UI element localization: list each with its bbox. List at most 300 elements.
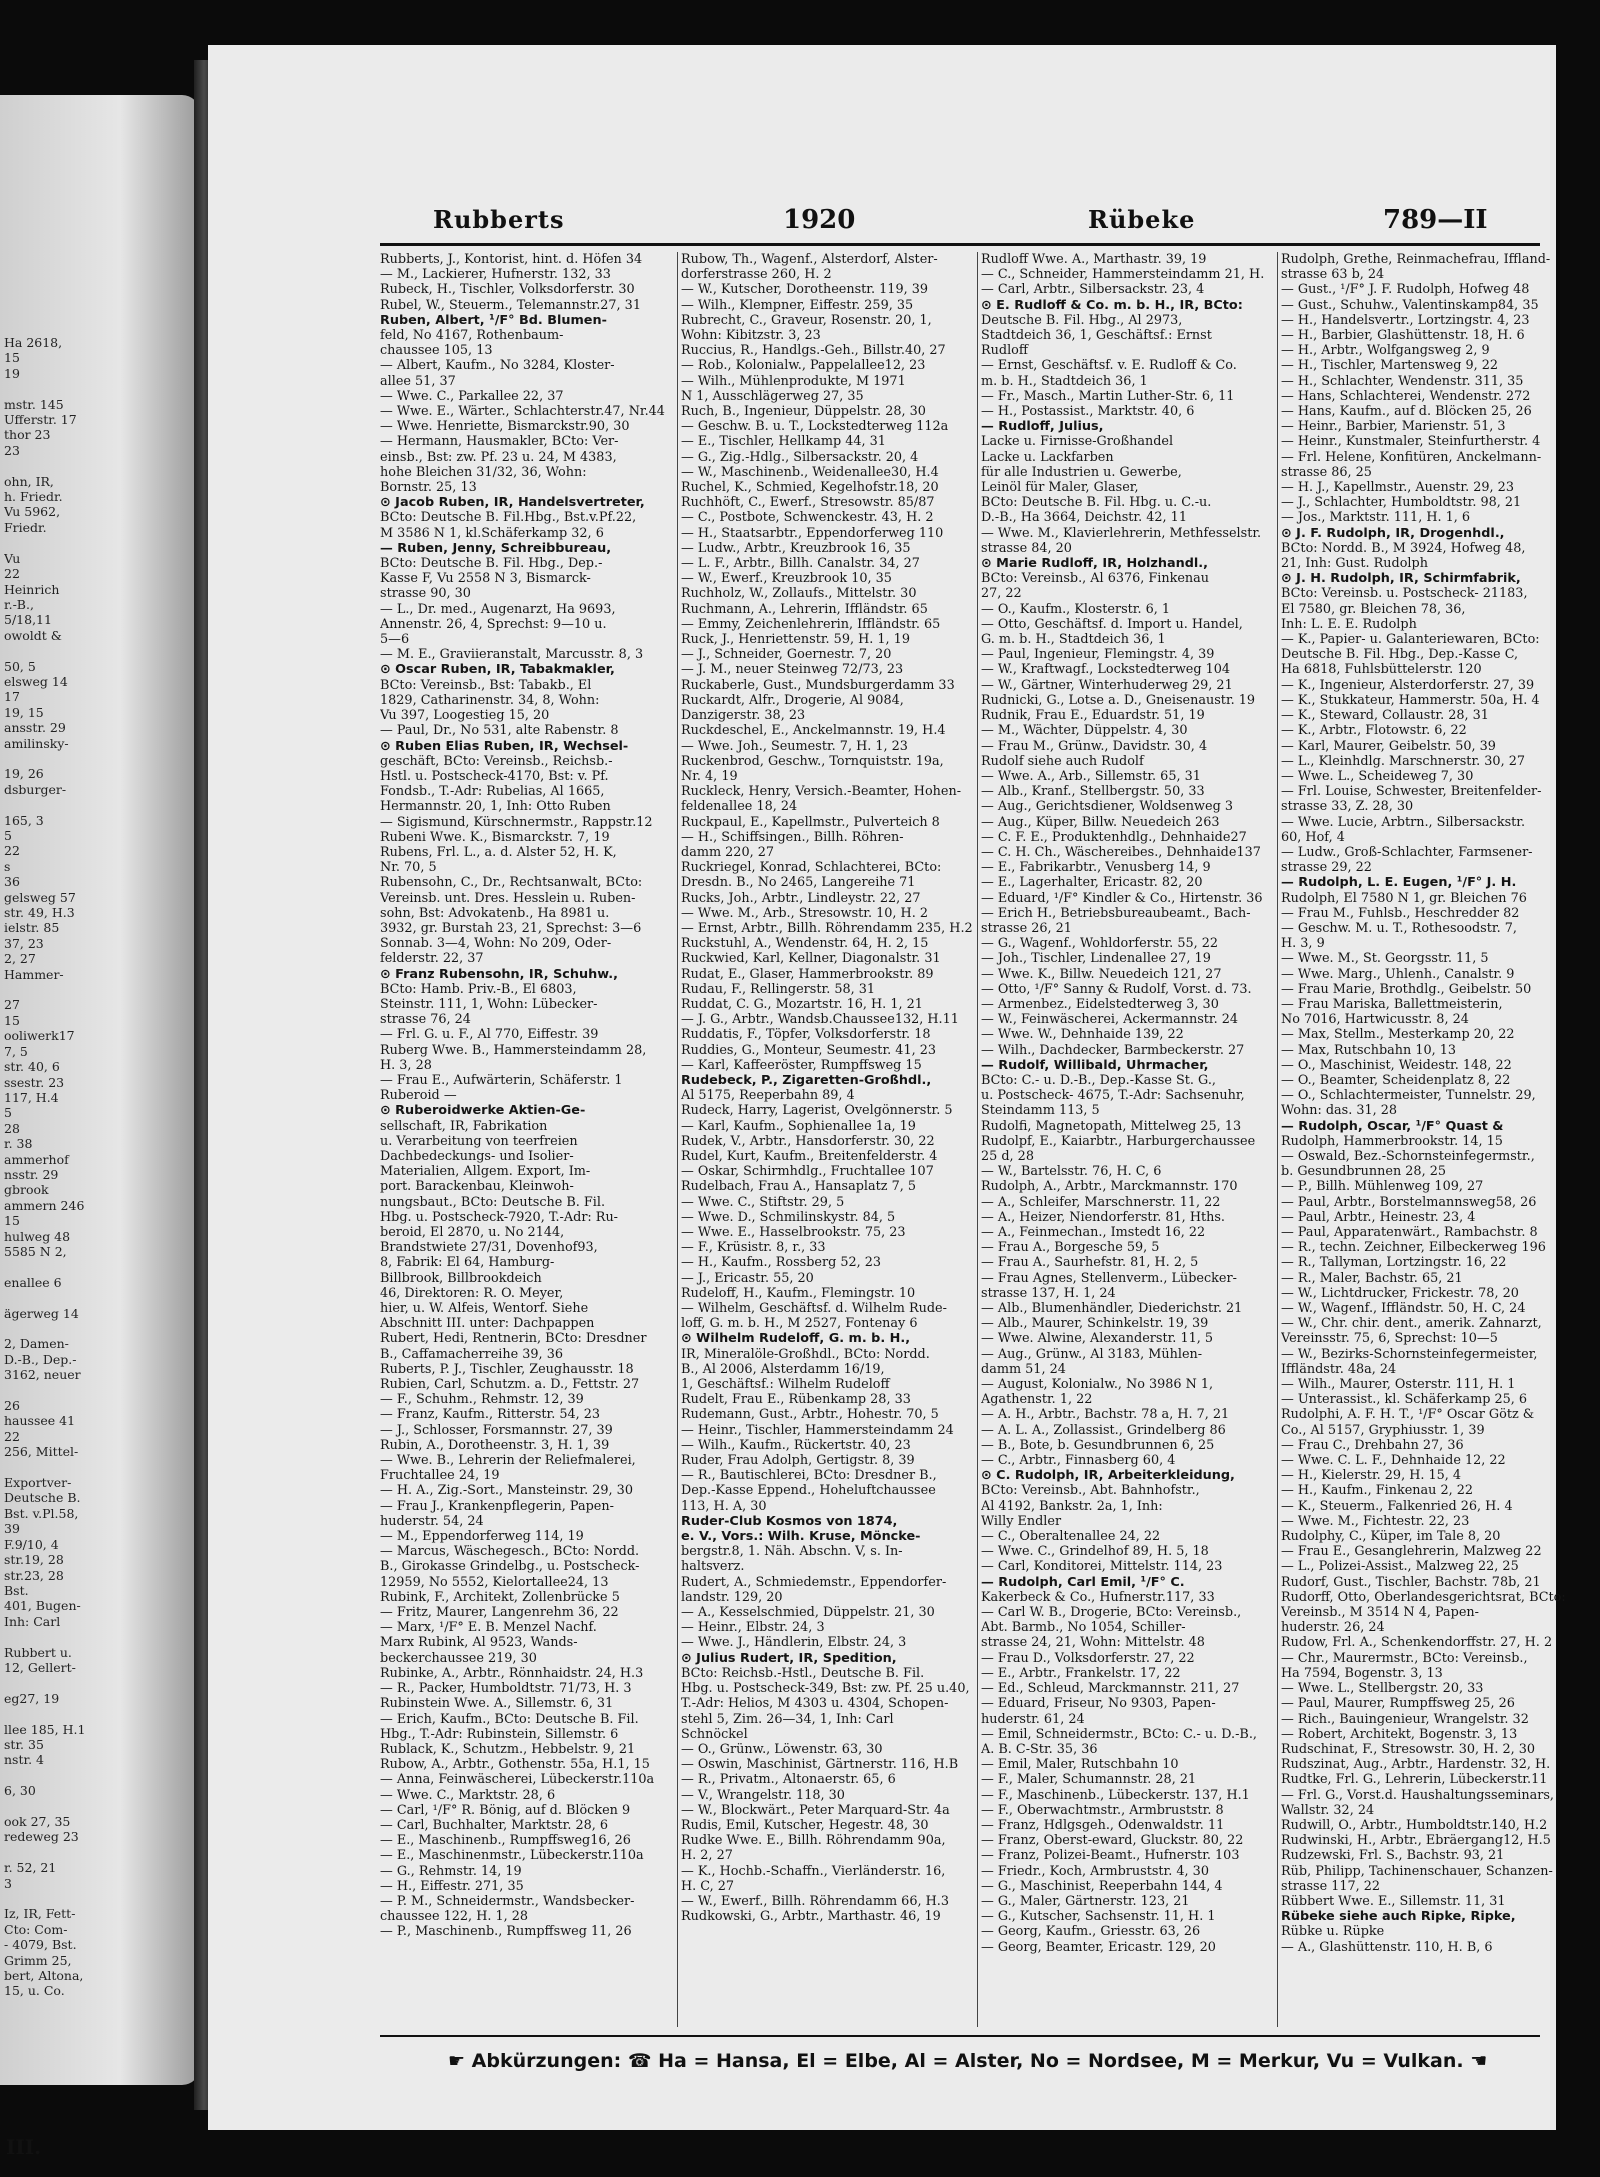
directory-entry: Rubeni Wwe. K., Bismarckstr. 7, 19 <box>380 829 610 845</box>
directory-entry: Ruckardt, Alfr., Drogerie, Al 9084, <box>681 692 904 708</box>
header-year: 1920 <box>783 205 856 235</box>
directory-entry: — A., Kesselschmied, Düppelstr. 21, 30 <box>681 1605 935 1621</box>
directory-entry: — Franz, Oberst-eward, Gluckstr. 80, 22 <box>981 1833 1244 1849</box>
directory-entry: 1829, Catharinenstr. 34, 8, Wohn: <box>380 692 600 708</box>
directory-entry: haltsverz. <box>681 1559 745 1575</box>
directory-entry: — Wwe. M., Klavierlehrerin, Methfesselstr. <box>981 525 1262 541</box>
left-page-fragment: Vu 5962, <box>4 504 61 520</box>
directory-entry: Nr. 70, 5 <box>380 860 437 876</box>
left-page-fragment: 27 <box>4 997 20 1013</box>
directory-entry: — C. F. E., Produktenhdlg., Dehnhaide27 <box>981 829 1247 845</box>
directory-entry: damm 220, 27 <box>681 844 775 860</box>
directory-entry: — A., Heizer, Niendorferstr. 81, Hths. <box>981 1209 1225 1225</box>
directory-entry: B., Al 2006, Alsterdamm 16/19, <box>681 1361 885 1377</box>
header-page-number: 789—II <box>1383 205 1488 235</box>
directory-entry: — K., Steuerm., Falkenried 26, H. 4 <box>1281 1498 1513 1514</box>
directory-entry: — Georg, Kaufm., Griesstr. 63, 26 <box>981 1924 1201 1940</box>
directory-entry: — Unterassist., kl. Schäferkamp 25, 6 <box>1281 1392 1528 1408</box>
left-page-fragment: dsburger- <box>4 781 67 797</box>
directory-entry: — R., Bautischlerei, BCto: Dresdner B., <box>681 1468 937 1484</box>
directory-entry: Ruch, B., Ingenieur, Düppelstr. 28, 30 <box>681 404 926 420</box>
left-page-fragment: 22 <box>4 843 20 859</box>
directory-entry: — A., Glashüttenstr. 110, H. B, 6 <box>1281 1939 1493 1955</box>
directory-entry: — Frl. G., Vorst.d. Haushaltungsseminars, <box>1281 1787 1554 1803</box>
directory-entry: — Paul, Apparatenwärt., Rambachstr. 8 <box>1281 1225 1538 1240</box>
directory-entry: — R., techn. Zeichner, Eilbeckerweg 196 <box>1281 1240 1546 1256</box>
directory-entry: — Max, Stellm., Mesterkamp 20, 22 <box>1281 1027 1515 1043</box>
directory-entry: strasse 29, 22 <box>1281 860 1372 876</box>
left-page-fragment: gbrook <box>4 1182 49 1198</box>
directory-entry: — L., Dr. med., Augenarzt, Ha 9693, <box>380 601 616 617</box>
directory-entry: Dep.-Kasse Eppend., Hoheluftchaussee <box>681 1483 936 1499</box>
header-right: Rübeke <box>1088 205 1196 234</box>
directory-entry: — Carl, Buchhalter, Marktstr. 28, 6 <box>380 1817 609 1833</box>
directory-entry: — H., Tischler, Martensweg 9, 22 <box>1281 358 1499 374</box>
left-page-fragment: 19, 15 <box>4 704 44 720</box>
left-page-fragment: Hammer- <box>4 966 64 982</box>
left-page-fragment: Ufferstr. 17 <box>4 412 77 428</box>
left-page-fragment: Bst. v.Pl.58, <box>4 1505 79 1521</box>
directory-entry: — Ruben, Jenny, Schreibbureau, <box>380 540 612 556</box>
directory-entry: — Wwe. E., Wärter., Schlachterstr.47, Nr.44 <box>380 404 665 420</box>
left-page-fragment: Ha 2618, <box>4 335 63 350</box>
directory-entry: — Carl W. B., Drogerie, BCto: Vereinsb., <box>981 1605 1242 1621</box>
left-page-fragment <box>4 1799 194 1814</box>
directory-entry: Rudloff <box>981 343 1028 359</box>
directory-entry: — Paul, Dr., No 531, alte Rabenstr. 8 <box>380 723 619 739</box>
directory-entry: — Ernst, Arbtr., Billh. Röhrendamm 235, H.2 <box>681 920 973 936</box>
directory-entry: chaussee 105, 13 <box>380 343 493 359</box>
directory-entry: H. 2, 27 <box>681 1848 733 1864</box>
directory-entry: 25 d, 28 <box>981 1148 1034 1164</box>
directory-entry: Leinöl für Maler, Glaser, <box>981 480 1139 496</box>
directory-entry: — Emil, Maler, Rutschbahn 10 <box>981 1757 1179 1773</box>
directory-entry: — Eduard, ¹/F° Kindler & Co., Hirtenstr. 36 <box>981 890 1263 906</box>
directory-entry: — Emmy, Zeichenlehrerin, Iffländstr. 65 <box>681 616 941 632</box>
directory-entry: — G., Kutscher, Sachsenstr. 11, H. 1 <box>981 1909 1216 1925</box>
directory-entry: geschäft, BCto: Vereinsb., Reichsb.- <box>380 753 613 769</box>
directory-entry: Rudolph, Hammerbrookstr. 14, 15 <box>1281 1133 1503 1149</box>
left-page-fragment: 28 <box>4 1120 20 1136</box>
directory-entry: ⊙ Oscar Ruben, IR, Tabakmakler, <box>380 662 615 678</box>
left-page-fragment: 6, 30 <box>4 1783 36 1799</box>
directory-entry: Rudek, V., Arbtr., Hansdorferstr. 30, 22 <box>681 1133 935 1149</box>
directory-entry: — G., Rehmstr. 14, 19 <box>380 1863 522 1879</box>
directory-entry: — Hermann, Hausmakler, BCto: Ver- <box>380 434 619 450</box>
directory-entry: — E., Maschinenmstr., Lübeckerstr.110a <box>380 1848 644 1864</box>
directory-entry: Ruckwied, Karl, Kellner, Diagonalstr. 31 <box>681 951 941 967</box>
directory-entry: — H., Schlachter, Wendenstr. 311, 35 <box>1281 373 1524 389</box>
directory-entry: — Heinr., Elbstr. 24, 3 <box>681 1620 825 1636</box>
directory-entry: 3932, gr. Burstah 23, 21, Sprechst: 3—6 <box>380 920 642 936</box>
directory-entry: Rudke Wwe. E., Billh. Röhrendamm 90a, <box>681 1833 946 1849</box>
directory-entry: Rudschinat, F., Stresowstr. 30, H. 2, 30 <box>1281 1741 1536 1757</box>
directory-entry: strasse 117, 22 <box>1281 1878 1381 1894</box>
directory-entry: Rudis, Emil, Kutscher, Hegestr. 48, 30 <box>681 1817 929 1833</box>
left-page-fragments <box>4 335 194 1999</box>
left-page-fragment: ssestr. 23 <box>4 1074 65 1090</box>
directory-entry: — Marx, ¹/F° E. B. Menzel Nachf. <box>380 1620 597 1636</box>
directory-entry: — Heinr., Tischler, Hammersteindamm 24 <box>681 1422 954 1438</box>
directory-entry: — K., Stukkateur, Hammerstr. 50a, H. 4 <box>1281 692 1540 708</box>
directory-entry: ⊙ Wilhelm Rudeloff, G. m. b. H., <box>681 1331 911 1347</box>
directory-entry: — Erich H., Betriebsbureaubeamt., Bach- <box>981 905 1251 921</box>
left-page-fragment: ammern 246 <box>4 1197 85 1213</box>
directory-entry: ⊙ Julius Rudert, IR, Spedition, <box>681 1650 897 1666</box>
directory-entry: — Paul, Maurer, Rumpffsweg 25, 26 <box>1281 1696 1515 1712</box>
directory-entry: H. 3, 28 <box>380 1057 432 1073</box>
directory-entry: — Carl, Arbtr., Silbersackstr. 23, 4 <box>981 282 1205 298</box>
left-page-fragment: Cto: Com- <box>4 1921 68 1937</box>
directory-entry: Ruckaberle, Gust., Mundsburgerdamm 33 <box>681 677 955 693</box>
directory-entry: — F., Schuhm., Rehmstr. 12, 39 <box>380 1392 584 1408</box>
directory-page <box>208 45 1566 2130</box>
directory-entry: — Wwe. J., Händlerin, Elbstr. 24, 3 <box>681 1635 907 1651</box>
directory-entry: — Karl, Kaffeeröster, Rumpffsweg 15 <box>681 1057 922 1073</box>
directory-entry: Nr. 4, 19 <box>681 768 738 784</box>
directory-entry: — H., Kaufm., Rossberg 52, 23 <box>681 1255 882 1271</box>
directory-entry: — R., Privatm., Altonaerstr. 65, 6 <box>681 1772 896 1788</box>
left-page-fragment <box>4 982 194 997</box>
directory-entry: — Frau E., Aufwärterin, Schäferstr. 1 <box>380 1072 623 1088</box>
directory-entry: Lacke u. Lackfarben <box>981 449 1114 465</box>
directory-entry: Deutsche B. Fil. Hbg., Al 2973, <box>981 312 1183 328</box>
left-page-fragment: nstr. 4 <box>4 1752 44 1768</box>
directory-entry: Fondsb., T.-Adr: Rubelias, Al 1665, <box>380 784 605 800</box>
directory-entry: BCto: Deutsche B. Fil. Hbg., Dep.- <box>380 556 603 572</box>
directory-entry: strasse 90, 30 <box>380 586 471 602</box>
directory-entry: — Geschw. B. u. T., Lockstedterweg 112a <box>681 419 949 435</box>
left-page-fragment: 37, 23 <box>4 935 44 951</box>
directory-entry: strasse 63 b, 24 <box>1281 267 1385 283</box>
left-page-fragment: mstr. 145 <box>4 396 64 412</box>
directory-entry: — Aug., Grünw., Al 3183, Mühlen- <box>981 1346 1203 1362</box>
directory-entry: Rubensohn, C., Dr., Rechtsanwalt, BCto: <box>380 875 643 891</box>
left-page-fragment: ammerhof <box>4 1151 69 1167</box>
left-page-fragment: ohn, IR, <box>4 473 54 489</box>
directory-entry: Rudert, A., Schmiedemstr., Eppendorfer- <box>681 1574 947 1590</box>
directory-entry: — Wwe. C. L. F., Dehnhaide 12, 22 <box>1281 1453 1506 1469</box>
directory-entry: — Rich., Bauingenieur, Wrangelstr. 32 <box>1281 1711 1529 1727</box>
directory-entry: — H. A., Zig.-Sort., Mansteinstr. 29, 30 <box>380 1483 633 1499</box>
directory-entry: — Karl, Maurer, Geibelstr. 50, 39 <box>1281 738 1496 754</box>
directory-entry: 113, H. A, 30 <box>681 1498 767 1514</box>
directory-entry: — F., Krüsistr. 8, r., 33 <box>681 1240 826 1256</box>
left-page-fragment: 165, 3 <box>4 812 44 828</box>
left-page-fragment <box>4 1768 194 1783</box>
directory-entry: — Frl. Helene, Konfitüren, Anckelmann- <box>1281 449 1542 465</box>
directory-entry: — Jos., Marktstr. 111, H. 1, 6 <box>1281 510 1471 526</box>
directory-entry: strasse 33, Z. 28, 30 <box>1281 799 1414 815</box>
left-page-fragment: 19, 26 <box>4 766 44 782</box>
directory-entry: — F., Maler, Schumannstr. 28, 21 <box>981 1772 1197 1788</box>
directory-entry: — M. E., Graviieranstalt, Marcusstr. 8, 3 <box>380 647 644 663</box>
directory-entry: — A., Schleifer, Marschnerstr. 11, 22 <box>981 1194 1221 1210</box>
directory-entry: — Robert, Architekt, Bogenstr. 3, 13 <box>1281 1726 1518 1742</box>
directory-entry: strasse 26, 21 <box>981 920 1072 936</box>
directory-entry: — Wwe. C., Parkallee 22, 37 <box>380 388 564 404</box>
directory-entry: — J., Schlachter, Humboldtstr. 98, 21 <box>1281 495 1522 511</box>
directory-entry: BCto: Vereinsb. u. Postscheck- 21183, <box>1281 586 1528 602</box>
running-header <box>208 205 1556 239</box>
column-divider <box>677 252 678 2027</box>
left-page-fragment: 19 <box>4 365 20 381</box>
directory-entry: Rudow, Frl. A., Schenkendorffstr. 27, H. 2 <box>1281 1635 1553 1651</box>
directory-entry: 27, 22 <box>981 586 1022 602</box>
directory-entry: — Alb., Blumenhändler, Diederichstr. 21 <box>981 1301 1243 1317</box>
directory-entry: — Alb., Kranf., Stellbergstr. 50, 33 <box>981 784 1205 800</box>
directory-entry: Billbrook, Billbrookdeich <box>380 1270 542 1286</box>
directory-entry: Rudolph, El 7580 N 1, gr. Bleichen 76 <box>1281 890 1527 906</box>
directory-entry: — Wwe. Henriette, Bismarckstr.90, 30 <box>380 419 630 435</box>
column-divider <box>1277 252 1278 2027</box>
directory-entry: Rubink, F., Architekt, Zollenbrücke 5 <box>380 1589 620 1605</box>
left-page-fragment: 7, 5 <box>4 1043 28 1059</box>
column-4 <box>1281 252 1576 2027</box>
directory-entry: strasse 84, 20 <box>981 540 1072 556</box>
left-page-fragment: gelsweg 57 <box>4 889 76 905</box>
directory-entry: N 1, Ausschlägerweg 27, 35 <box>681 388 864 404</box>
directory-entry: beckerchaussee 219, 30 <box>380 1650 537 1666</box>
directory-entry: IR, Mineralöle-Großhdl., BCto: Nordd. <box>681 1346 930 1362</box>
left-page-folio: III. <box>6 2135 42 2159</box>
left-page-fragment: ielstr. 85 <box>4 920 60 936</box>
left-page-fragment: 3 <box>4 1875 12 1891</box>
directory-entry: Rudemann, Gust., Arbtr., Hohestr. 70, 5 <box>681 1407 939 1423</box>
directory-entry: — W., Ewerf., Kreuzbrook 10, 35 <box>681 571 892 587</box>
directory-entry: — W., Kraftwagf., Lockstedterweg 104 <box>981 662 1231 678</box>
left-page-fragment: ägerweg 14 <box>4 1305 79 1321</box>
left-page-fragment: str. 49, H.3 <box>4 905 75 921</box>
directory-entry: — H., Postassist., Marktstr. 40, 6 <box>981 404 1195 420</box>
directory-entry: — W., Maschinenb., Weidenallee30, H.4 <box>681 464 939 480</box>
column-2 <box>681 252 976 2027</box>
left-page-fragment <box>4 643 194 658</box>
left-page-fragment: Iz, IR, Fett- <box>4 1906 76 1922</box>
left-page-fragment: 401, Bugen- <box>4 1598 81 1614</box>
directory-entry: — M., Eppendorferweg 114, 19 <box>380 1529 584 1545</box>
left-page-fragment <box>4 1675 194 1690</box>
directory-entry: Rudkowski, G., Arbtr., Marthastr. 46, 19 <box>681 1909 941 1925</box>
directory-entry: Hbg., T.-Adr: Rubinstein, Sillemstr. 6 <box>380 1726 619 1742</box>
directory-entry: — Oswald, Bez.-Schornsteinfegermstr., <box>1281 1148 1535 1164</box>
directory-entry: — E., Fabrikarbtr., Venusberg 14, 9 <box>981 860 1211 876</box>
directory-entry: ⊙ Jacob Ruben, IR, Handelsvertreter, <box>380 495 645 511</box>
directory-entry: — W., Wagenf., Iffländstr. 50, H. C, 24 <box>1281 1301 1526 1317</box>
left-page-fragment: ooliwerk17 <box>4 1028 75 1044</box>
left-page-fragment: 15 <box>4 350 20 366</box>
directory-entry: — J. M., neuer Steinweg 72/73, 23 <box>681 662 904 678</box>
directory-entry: Rübke u. Rüpke <box>1281 1924 1385 1940</box>
directory-entry: Rubrecht, C., Graveur, Rosenstr. 20, 1, <box>681 312 932 328</box>
directory-entry: — F., Maschinenb., Lübeckerstr. 137, H.1 <box>981 1787 1250 1803</box>
directory-entry: — H., Kielerstr. 29, H. 15, 4 <box>1281 1468 1462 1484</box>
directory-entry: — Marcus, Wäschegesch., BCto: Nordd. <box>380 1544 640 1560</box>
directory-entry: BCto: Vereinsb., Bst: Tabakb., El <box>380 677 592 693</box>
directory-entry: — Rudolf, Willibald, Uhrmacher, <box>981 1057 1209 1073</box>
directory-entry: Rudeck, Harry, Lagerist, Övelgönnerstr. 5 <box>681 1103 953 1119</box>
left-page-fragment: r. 52, 21 <box>4 1860 57 1876</box>
left-page-fragment: 5/18,11 <box>4 612 52 628</box>
directory-entry: Rudtke, Frl. G., Lehrerin, Lübeckerstr.11 <box>1281 1772 1548 1788</box>
left-page-fragment: Deutsche B. <box>4 1490 81 1506</box>
left-page-fragment <box>4 1259 194 1274</box>
directory-entry: Ha 7594, Bogenstr. 3, 13 <box>1281 1665 1443 1681</box>
directory-entry: für alle Industrien u. Gewerbe, <box>981 464 1182 480</box>
directory-entry: — K., Papier- u. Galanteriewaren, BCto: <box>1281 632 1540 648</box>
directory-entry: BCto: Vereinsb., Al 6376, Finkenau <box>981 571 1210 587</box>
directory-entry: — Frau Marie, Brothdlg., Geibelstr. 50 <box>1281 981 1532 997</box>
directory-entry: Rubien, Carl, Schutzm. a. D., Fettstr. 27 <box>380 1377 640 1393</box>
directory-entry: strasse 86, 25 <box>1281 464 1372 480</box>
directory-entry: — C. H. Ch., Wäschereibes., Dehnhaide137 <box>981 844 1261 860</box>
directory-entry: BCto: Reichsb.-Hstl., Deutsche B. Fil. <box>681 1665 925 1681</box>
directory-entry: Rübeke siehe auch Ripke, Ripke, <box>1281 1909 1516 1925</box>
directory-entry: Dachbedeckungs- und Isolier- <box>380 1148 574 1164</box>
left-page-fragment <box>4 1706 194 1721</box>
column-1 <box>380 252 675 2027</box>
left-page-fragment: 2, Damen- <box>4 1336 69 1352</box>
directory-entry: Ruddatis, F., Töpfer, Volksdorferstr. 18 <box>681 1027 931 1043</box>
directory-entry: Rübbert Wwe. E., Sillemstr. 11, 31 <box>1281 1893 1506 1909</box>
left-page-fragment: 15, u. Co. <box>4 1983 65 1999</box>
header-rule <box>380 243 1540 246</box>
directory-entry: D.-B., Ha 3664, Deichstr. 42, 11 <box>981 510 1187 526</box>
directory-entry: strasse 76, 24 <box>380 1012 471 1028</box>
directory-entry: — Wwe. Marg., Uhlenh., Canalstr. 9 <box>1281 966 1515 982</box>
directory-entry: — W., Bezirks-Schornsteinfegermeister, <box>1281 1346 1538 1362</box>
directory-entry: — Wwe. C., Stiftstr. 29, 5 <box>681 1194 845 1210</box>
directory-entry: Ruben, Albert, ¹/F° Bd. Blumen- <box>380 312 607 328</box>
directory-entry: — B., Bote, b. Gesundbrunnen 6, 25 <box>981 1437 1215 1453</box>
directory-entry: loff, G. m. b. H., M 2527, Fontenay 6 <box>681 1316 918 1332</box>
directory-entry: H. C, 27 <box>681 1878 735 1894</box>
directory-entry: e. V., Vors.: Wilh. Kruse, Möncke- <box>681 1529 921 1545</box>
directory-entry: — Gust., ¹/F° J. F. Rudolph, Hofweg 48 <box>1281 282 1530 298</box>
directory-entry: — Anna, Feinwäscherei, Lübeckerstr.110a <box>380 1772 655 1788</box>
left-page-fragment: eg27, 19 <box>4 1690 60 1706</box>
abbreviations-footer: ☛ Abkürzungen: ☎ Ha = Hansa, El = Elbe, Al = Alster, No = Nordsee, M = Merkur, Vu = Vulkan. ☚ <box>448 2050 1488 2072</box>
directory-entry: Abt. Barmb., No 1054, Schiller- <box>981 1620 1186 1636</box>
directory-entry: Rudwinski, H., Arbtr., Ebräergang12, H.5 <box>1281 1833 1551 1849</box>
directory-entry: sellschaft, IR, Fabrikation <box>380 1118 548 1134</box>
left-page-fragment <box>4 535 194 550</box>
directory-entry: Rubberts, J., Kontorist, hint. d. Höfen 34 <box>380 252 643 267</box>
directory-entry: — C., Postbote, Schwenckestr. 43, H. 2 <box>681 510 934 526</box>
directory-entry: M 3586 N 1, kl.Schäferkamp 32, 6 <box>380 525 604 541</box>
directory-entry: port. Barackenbau, Kleinwoh- <box>380 1179 574 1195</box>
directory-entry: Hermannstr. 20, 1, Inh: Otto Ruben <box>380 799 611 815</box>
directory-entry: Vereinsb., M 3514 N 4, Papen- <box>1281 1605 1479 1621</box>
directory-entry: dorferstrasse 260, H. 2 <box>681 267 832 283</box>
directory-entry: — H., Handelsvertr., Lortzingstr. 4, 23 <box>1281 312 1530 328</box>
directory-entry: — Fr., Masch., Martin Luther-Str. 6, 11 <box>981 388 1235 404</box>
left-page-fragment: ansstr. 29 <box>4 720 66 736</box>
directory-entry: — E., Lagerhalter, Ericastr. 82, 20 <box>981 875 1203 891</box>
directory-entry: huderstr. 61, 24 <box>981 1711 1085 1727</box>
directory-entry: Kasse F, Vu 2558 N 3, Bismarck- <box>380 571 591 587</box>
directory-entry: — W., Lichtdrucker, Frickestr. 78, 20 <box>1281 1285 1519 1301</box>
directory-entry: — Wilh., Maurer, Osterstr. 111, H. 1 <box>1281 1377 1516 1393</box>
left-page-fragment <box>4 1321 194 1336</box>
directory-entry: sohn, Bst: Advokatenb., Ha 8981 u. <box>380 905 610 921</box>
directory-entry: Sonnab. 3—4, Wohn: No 209, Oder- <box>380 936 612 952</box>
directory-entry: Brandstwiete 27/31, Dovenhof93, <box>380 1240 598 1256</box>
directory-entry: — Wwe. L., Scheideweg 7, 30 <box>1281 768 1474 784</box>
directory-entry: u. Postscheck- 4675, T.-Adr: Sachsenuhr, <box>981 1088 1245 1104</box>
left-page-fragment: 5585 N 2, <box>4 1243 67 1259</box>
directory-entry: ⊙ J. F. Rudolph, IR, Drogenhdl., <box>1281 525 1505 541</box>
directory-entry: — Wwe. C., Marktstr. 28, 6 <box>380 1787 556 1803</box>
directory-entry: — L., Polizei-Assist., Malzweg 22, 25 <box>1281 1559 1519 1575</box>
directory-entry: Wallstr. 32, 24 <box>1281 1802 1375 1818</box>
directory-entry: Ruder, Frau Adolph, Gertigstr. 8, 39 <box>681 1453 915 1469</box>
directory-entry: Vereinsb. unt. Dres. Hesslein u. Ruben- <box>380 890 636 906</box>
directory-entry: — L., Kleinhdlg. Marschnerstr. 30, 27 <box>1281 753 1525 769</box>
directory-entry: — Frl. G. u. F., Al 770, Eiffestr. 39 <box>380 1027 599 1043</box>
left-page-fragment: 26 <box>4 1398 20 1414</box>
directory-entry: BCto: Hamb. Priv.-B., El 6803, <box>380 981 577 997</box>
directory-entry: u. Verarbeitung von teerfreien <box>380 1133 578 1149</box>
directory-entry: — W., Gärtner, Winterhuderweg 29, 21 <box>981 677 1233 693</box>
directory-entry: — Rob., Kolonialw., Pappelallee12, 23 <box>681 358 926 374</box>
directory-entry: Hbg. u. Postscheck-349, Bst: zw. Pf. 25 u.40, <box>681 1681 970 1697</box>
directory-entry: Iffländstr. 48a, 24 <box>1281 1361 1397 1377</box>
directory-entry: Rudorf, Gust., Tischler, Bachstr. 78b, 21 <box>1281 1574 1541 1590</box>
directory-entry: — R., Packer, Humboldtstr. 71/73, H. 3 <box>380 1681 632 1697</box>
directory-entry: — P., Maschinenb., Rumpffsweg 11, 26 <box>380 1924 632 1940</box>
directory-entry: — W., Ewerf., Billh. Röhrendamm 66, H.3 <box>681 1893 949 1909</box>
directory-entry: Rudat, E., Glaser, Hammerbrookstr. 89 <box>681 966 934 982</box>
left-page-fragment: 17 <box>4 689 20 705</box>
directory-entry: Ha 6818, Fuhlsbüttelerstr. 120 <box>1281 662 1482 678</box>
directory-entry: — O., Schlachtermeister, Tunnelstr. 29, <box>1281 1088 1536 1104</box>
directory-entry: — H., Kaufm., Finkenau 2, 22 <box>1281 1483 1474 1499</box>
directory-entry: Rudeloff, H., Kaufm., Flemingstr. 10 <box>681 1285 916 1301</box>
directory-entry: — Frau C., Drehbahn 27, 36 <box>1281 1437 1464 1453</box>
directory-entry: — Rudolph, Carl Emil, ¹/F° C. <box>981 1574 1185 1590</box>
directory-entry: Rudolph, A., Arbtr., Marckmannstr. 170 <box>981 1179 1238 1195</box>
directory-entry: Ruchmann, A., Lehrerin, Iffländstr. 65 <box>681 601 928 617</box>
directory-entry: Rudelbach, Frau A., Hansaplatz 7, 5 <box>681 1179 916 1195</box>
directory-entry: — Wilh., Mühlenprodukte, M 1971 <box>681 373 906 389</box>
directory-entry: — Franz, Kaufm., Ritterstr. 54, 23 <box>380 1407 601 1423</box>
directory-entry: — O., Grünw., Löwenstr. 63, 30 <box>681 1741 883 1757</box>
left-page-fragment: bert, Altona, <box>4 1968 84 1984</box>
directory-entry: ⊙ J. H. Rudolph, IR, Schirmfabrik, <box>1281 571 1521 587</box>
directory-entry: — Eduard, Friseur, No 9303, Papen- <box>981 1696 1216 1712</box>
directory-entry: BCto: Vereinsb., Abt. Bahnhofstr., <box>981 1483 1200 1499</box>
directory-entry: — Oswin, Maschinist, Gärtnerstr. 116, H.B <box>681 1757 959 1773</box>
directory-entry: — Rudolph, Oscar, ¹/F° Quast & <box>1281 1118 1504 1134</box>
directory-entry: strasse 24, 21, Wohn: Mittelstr. 48 <box>981 1635 1205 1651</box>
header-left: Rubberts <box>433 205 565 234</box>
directory-entry: — A. H., Arbtr., Bachstr. 78 a, H. 7, 21 <box>981 1407 1230 1423</box>
left-page <box>0 95 200 2159</box>
directory-entry: — Ernst, Geschäftsf. v. E. Rudloff & Co. <box>981 358 1237 374</box>
directory-entry: ⊙ Ruberoidwerke Aktien-Ge- <box>380 1103 586 1119</box>
left-page-fragment: 2, 27 <box>4 951 36 967</box>
directory-entry: — Wwe. L., Stellbergstr. 20, 33 <box>1281 1681 1484 1697</box>
directory-entry: — Geschw. M. u. T., Rothesoodstr. 7, <box>1281 920 1517 936</box>
directory-entry: Rubert, Hedi, Rentnerin, BCto: Dresdner <box>380 1331 647 1347</box>
directory-entry: B., Girokasse Grindelbg., u. Postscheck- <box>380 1559 640 1575</box>
directory-entry: — Wwe. Joh., Seumestr. 7, H. 1, 23 <box>681 738 908 754</box>
directory-entry: Ruddies, G., Monteur, Seumestr. 41, 23 <box>681 1042 936 1058</box>
left-page-fragment: nsstr. 29 <box>4 1166 59 1182</box>
directory-entry: — Heinr., Barbier, Marienstr. 51, 3 <box>1281 419 1506 435</box>
directory-entry: — Albert, Kaufm., No 3284, Kloster- <box>380 358 615 374</box>
